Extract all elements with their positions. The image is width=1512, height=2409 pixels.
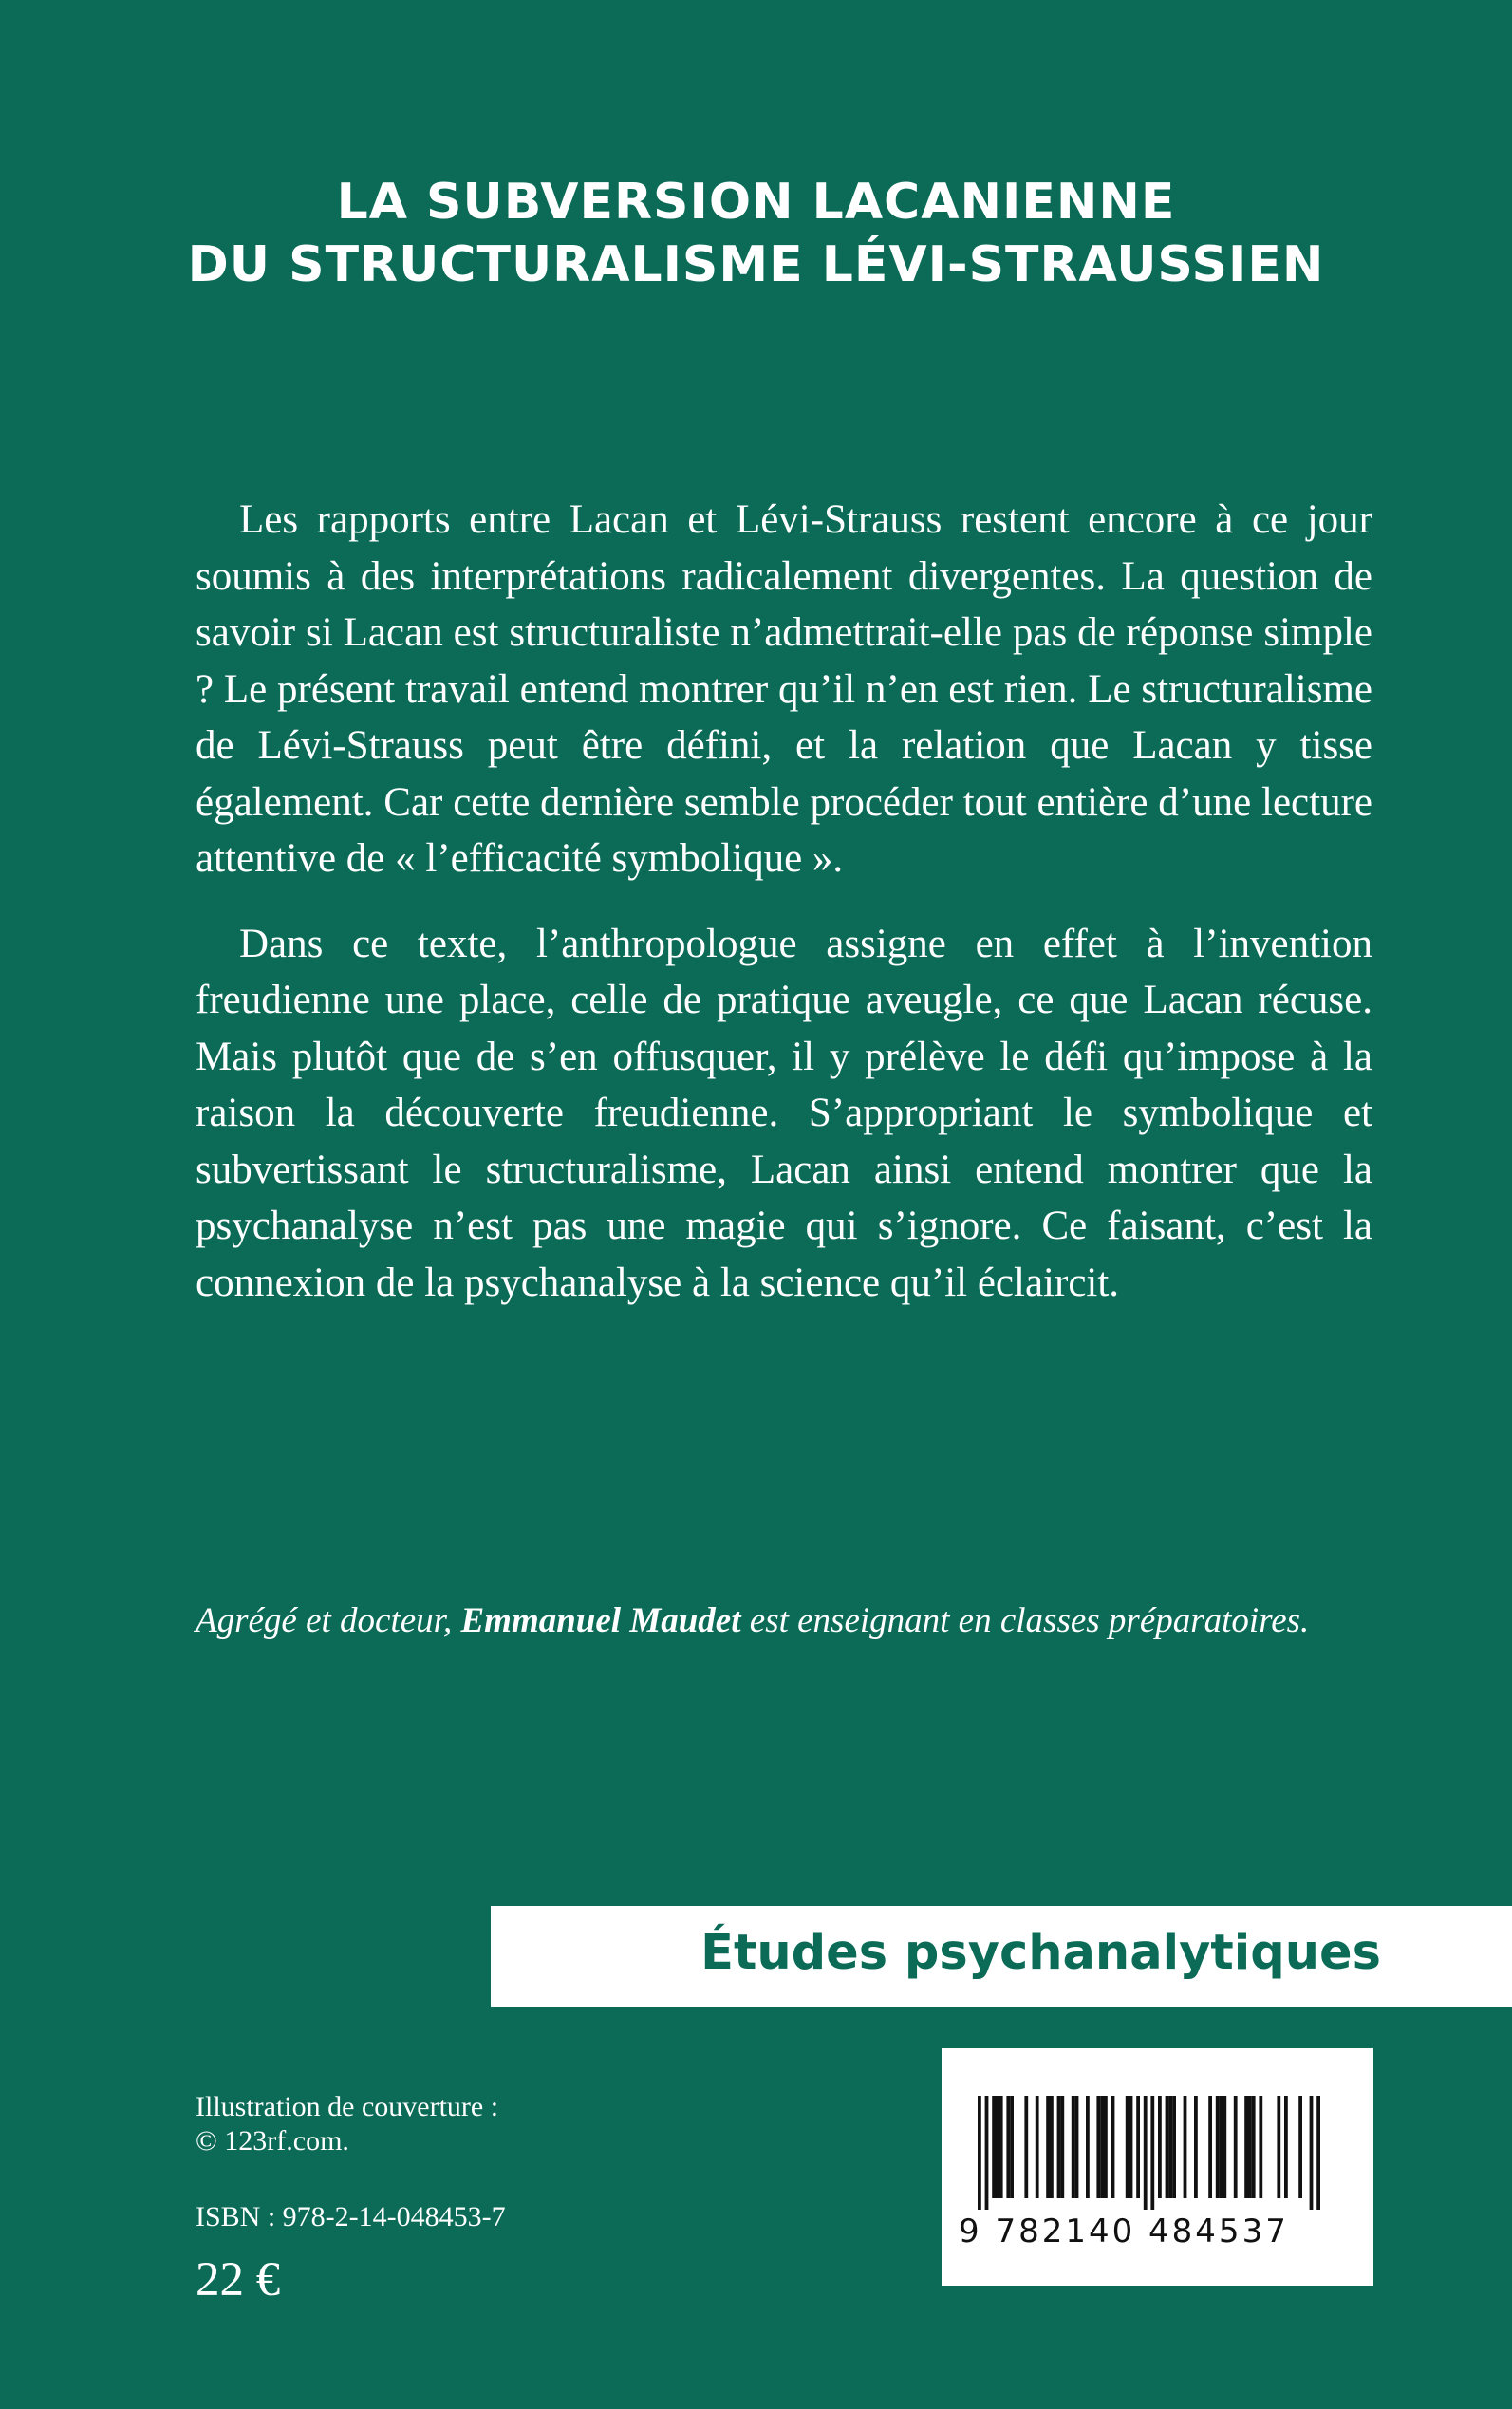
barcode-bar [1104, 2096, 1108, 2198]
author-bio-prefix: Agrégé et docteur, [196, 1601, 461, 1640]
series-band [491, 1906, 1512, 2007]
author-bio-suffix: est enseignant en classes préparatoires. [740, 1601, 1310, 1640]
barcode-icon [978, 2096, 1338, 2210]
blurb-paragraph-1: Les rapports entre Lacan et Lévi-Strauss restent encore à ce jour soumis à des interprétations radicalement divergentes. La question de savoir si Lacan est structuraliste n’admettrait-elle pas de réponse simple ? Le présent travail entend montrer qu’il n’en est rien. Le structuralisme de Lévi-Strauss peut être défini, et la relation que Lacan y tisse également. Car cette dernière semble procéder tout entière d’une lecture attentive de « l’efficacité symbolique ». [196, 497, 1372, 881]
barcode-bar [1100, 2096, 1104, 2198]
barcode-bar [1298, 2096, 1302, 2198]
barcode-bar [1166, 2096, 1169, 2198]
barcode-bar [1252, 2096, 1256, 2198]
author-bio [196, 1597, 1429, 1645]
barcode-bar [1234, 2096, 1238, 2198]
barcode-bar [992, 2096, 996, 2198]
credits-line-2: © 123rf.com. [196, 2125, 349, 2157]
barcode-bar [1220, 2096, 1223, 2198]
blurb-paragraph-2: Dans ce texte, l’anthropologue assigne en effet à l’invention freudienne une place, celle de pratique aveugle, ce que Lacan récuse. Mais plutôt que de s’en offusquer, il y prélève le défi qu’impose à la raison la découverte freudienne. S’appropriant le symbolique et subvertissant le structuralisme, Lacan ainsi entend montrer que la psychanalyse n’est pas une magie qui s’ignore. Ce faisant, c’est la connexion de la psychanalyse à la science qu’il éclaircit. [196, 921, 1372, 1305]
barcode-bar [1244, 2096, 1248, 2198]
barcode-bar [1144, 2096, 1148, 2210]
barcode-bar [1057, 2096, 1061, 2198]
isbn-text: ISBN : 978-2-14-048453-7 [196, 2201, 506, 2232]
barcode-bar [1216, 2096, 1220, 2198]
barcode-bar [1259, 2096, 1262, 2198]
barcode-bar [1072, 2096, 1075, 2198]
back-cover-blurb [196, 492, 1372, 1339]
barcode-bar [1010, 2096, 1014, 2198]
barcode-bar [1310, 2096, 1314, 2210]
barcode-bar [1075, 2096, 1079, 2198]
barcode-bar [1086, 2096, 1090, 2198]
barcode-bar [1194, 2096, 1198, 2198]
series-name: Études psychanalytiques [700, 1925, 1381, 1981]
barcode-bar [978, 2096, 981, 2210]
barcode-bar [1158, 2096, 1162, 2198]
barcode-bar [1136, 2096, 1140, 2198]
barcode-bar [1150, 2096, 1154, 2210]
price-text: 22 € [196, 2253, 281, 2306]
barcode-bar [1050, 2096, 1054, 2198]
barcode-bar [1172, 2096, 1176, 2198]
barcode-box [942, 2048, 1373, 2286]
cover-credits [196, 2090, 498, 2158]
barcode-digits: 9 782140 484537 [959, 2213, 1289, 2250]
barcode-bar [1129, 2096, 1133, 2198]
credits-line-1: Illustration de couverture : [196, 2091, 499, 2122]
barcode-bar [1060, 2096, 1064, 2198]
barcode-bar [1036, 2096, 1039, 2198]
barcode-bar [1111, 2096, 1115, 2198]
barcode-bar [1316, 2096, 1320, 2210]
barcode-bar [1006, 2096, 1010, 2198]
title-line-1: LA SUBVERSION LACANIENNE [336, 174, 1176, 231]
title-line-2: DU STRUCTURALISME LÉVI-STRAUSSIEN [187, 236, 1325, 293]
barcode-bar [1277, 2096, 1280, 2198]
barcode-bar [1024, 2096, 1028, 2198]
barcode-bar [1248, 2096, 1252, 2198]
book-title [0, 171, 1512, 296]
barcode-bar [1223, 2096, 1226, 2198]
barcode-bar [1126, 2096, 1129, 2198]
barcode-bar [996, 2096, 999, 2198]
barcode-bar [999, 2096, 1003, 2198]
barcode-bar [1046, 2096, 1050, 2198]
barcode-bar [1096, 2096, 1100, 2198]
barcode-bar [1168, 2096, 1172, 2198]
author-name: Emmanuel Maudet [460, 1601, 741, 1640]
barcode-bar [1208, 2096, 1212, 2198]
barcode-bar [1284, 2096, 1288, 2198]
barcode-bar [1184, 2096, 1187, 2198]
barcode-bar [985, 2096, 989, 2210]
